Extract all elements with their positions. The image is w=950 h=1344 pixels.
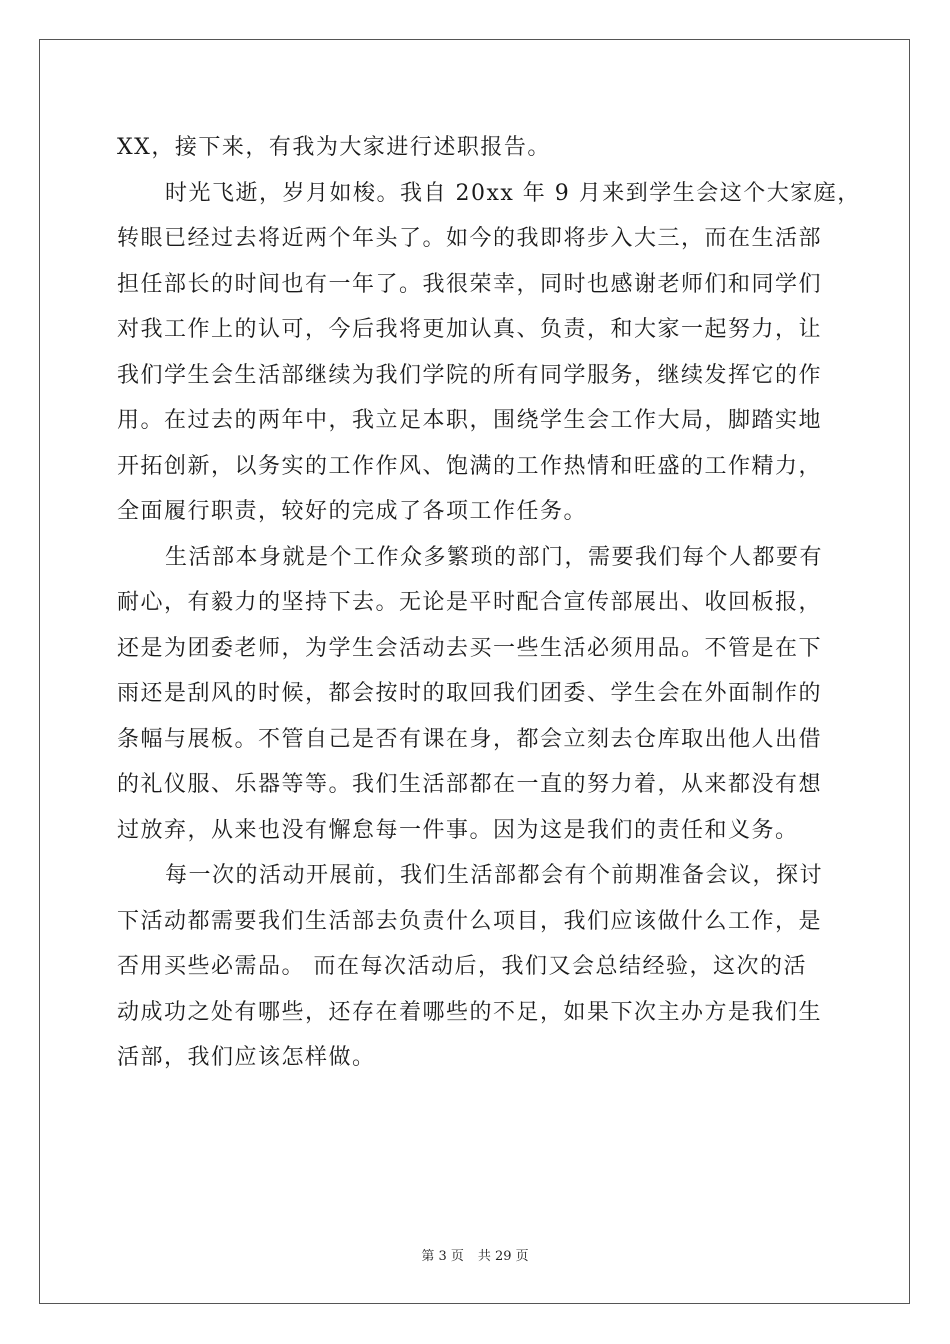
paragraph <box>117 535 837 854</box>
paragraph <box>117 853 837 1081</box>
text-line: 雨还是刮风的时候，都会按时的取回我们团委、学生会在外面制作的 <box>117 681 823 706</box>
text-line: 用。在过去的两年中，我立足本职，围绕学生会工作大局，脚踏实地 <box>117 408 823 433</box>
text-line: 耐心，有毅力的坚持下去。无论是平时配合宣传部展出、收回板报， <box>117 590 823 615</box>
text-line: 转眼已经过去将近两个年头了。如今的我即将步入大三，而在生活部 <box>117 226 823 251</box>
text-line: 活部，我们应该怎样做。 <box>117 1045 376 1070</box>
current-page-number: 第 3 页 <box>421 1249 464 1264</box>
text-line: 否用买些必需品。 而在每次活动后，我们又会总结经验，这次的活 <box>117 954 807 979</box>
text-line: 全面履行职责，较好的完成了各项工作任务。 <box>117 499 588 524</box>
text-line: 下活动都需要我们生活部去负责什么项目，我们应该做什么工作，是 <box>117 908 823 934</box>
paragraph <box>117 171 861 535</box>
document-body <box>117 125 861 1081</box>
page-footer <box>0 1245 950 1264</box>
text-line: 还是为团委老师，为学生会活动去买一些生活必须用品。不管是在下 <box>117 635 823 661</box>
text-line: 开拓创新，以务实的工作作风、饱满的工作热情和旺盛的工作精力， <box>117 453 823 479</box>
text-line: 时光飞逝，岁月如梭。我自 20xx 年 9 月来到学生会这个大家庭， <box>165 180 861 206</box>
text-line: 过放弃，从来也没有懈怠每一件事。因为这是我们的责任和义务。 <box>117 817 799 843</box>
text-line: 担任部长的时间也有一年了。我很荣幸，同时也感谢老师们和同学们 <box>117 271 823 297</box>
text-line: 动成功之处有哪些，还存在着哪些的不足，如果下次主办方是我们生 <box>117 999 823 1025</box>
text-line: 我们学生会生活部继续为我们学院的所有同学服务，继续发挥它的作 <box>117 362 823 388</box>
text-line: 的礼仪服、乐器等等。我们生活部都在一直的努力着，从来都没有想 <box>117 772 823 797</box>
paragraph <box>117 125 837 171</box>
text-line: 每一次的活动开展前，我们生活部都会有个前期准备会议，探讨 <box>165 863 824 888</box>
text-line: 对我工作上的认可，今后我将更加认真、负责，和大家一起努力，让 <box>117 317 823 342</box>
text-line: XX，接下来，有我为大家进行述职报告。 <box>117 135 551 160</box>
text-line: 条幅与展板。不管自己是否有课在身，都会立刻去仓库取出他人出借 <box>117 726 823 752</box>
text-line: 生活部本身就是个工作众多繁琐的部门，需要我们每个人都要有 <box>165 544 824 570</box>
total-pages: 共 29 页 <box>477 1249 529 1264</box>
